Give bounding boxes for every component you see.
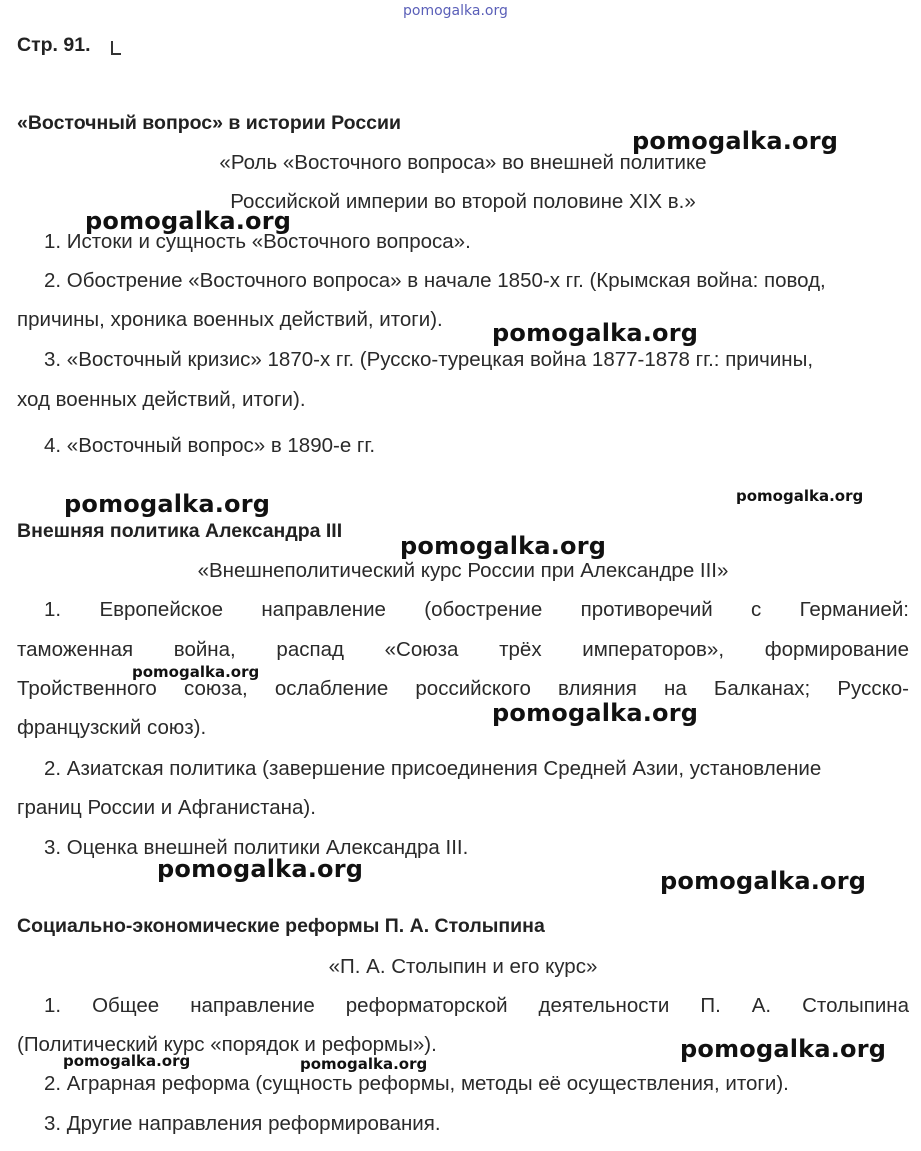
list-item: 4. «Восточный вопрос» в 1890-е гг. <box>44 434 376 457</box>
watermark: pomogalka.org <box>400 532 607 560</box>
watermark: pomogalka.org <box>64 490 271 518</box>
list-item-continuation: причины, хроника военных действий, итоги). <box>17 308 443 331</box>
watermark: pomogalka.org <box>492 319 699 347</box>
watermark: pomogalka.org <box>300 1055 428 1073</box>
watermark: pomogalka.org <box>85 207 292 235</box>
section-subtitle: «П. А. Столыпин и его курс» <box>328 955 598 978</box>
watermark: pomogalka.org <box>660 867 867 895</box>
section-subtitle-line-1: «Роль «Восточного вопроса» во внешней политике <box>219 151 707 174</box>
watermark: pomogalka.org <box>132 663 260 681</box>
watermark: pomogalka.org <box>680 1035 887 1063</box>
watermark-top: pomogalka.org <box>403 3 508 19</box>
section-subtitle-line-2: Российской империи во второй половине XIX в.» <box>230 190 696 213</box>
page-number: Стр. 91. <box>17 34 91 56</box>
list-item-continuation: таможенная война, распад «Союза трёх императоров», формирование <box>17 638 909 661</box>
list-item: 2. Аграрная реформа (сущность реформы, методы её осуществления, итоги). <box>44 1072 789 1095</box>
watermark: pomogalka.org <box>736 487 864 505</box>
section-subtitle: «Внешнеполитический курс России при Александре III» <box>197 559 729 582</box>
watermark: pomogalka.org <box>632 127 839 155</box>
watermark: pomogalka.org <box>157 855 364 883</box>
watermark: pomogalka.org <box>63 1052 191 1070</box>
list-item: 2. Обострение «Восточного вопроса» в начале 1850-х гг. (Крымская война: повод, <box>44 269 826 292</box>
list-item: 2. Азиатская политика (завершение присоединения Средней Азии, установление <box>44 757 822 780</box>
list-item: 3. Оценка внешней политики Александра III. <box>44 836 469 859</box>
section-heading-stolypin: Социально-экономические реформы П. А. Столыпина <box>17 915 545 937</box>
list-item: 1. Общее направление реформаторской деятельности П. А. Столыпина <box>44 994 909 1017</box>
page-mark-icon <box>111 41 121 55</box>
list-item: 1. Европейское направление (обострение противоречий с Германией: <box>44 598 909 621</box>
list-item-continuation: французский союз). <box>17 716 207 739</box>
watermark: pomogalka.org <box>492 699 699 727</box>
list-item: 3. «Восточный кризис» 1870-х гг. (Русско-турецкая война 1877-1878 гг.: причины, <box>44 348 814 371</box>
list-item-continuation: Тройственного союза, ослабление российского влияния на Балканах; Русско- <box>17 677 909 700</box>
list-item-continuation: ход военных действий, итоги). <box>17 388 306 411</box>
list-item: 3. Другие направления реформирования. <box>44 1112 441 1135</box>
list-item-continuation: (Политический курс «порядок и реформы»). <box>17 1033 437 1056</box>
section-heading-eastern-question: «Восточный вопрос» в истории России <box>17 112 401 134</box>
section-heading-alexander-iii: Внешняя политика Александра III <box>17 520 343 542</box>
list-item: 1. Истоки и сущность «Восточного вопроса». <box>44 230 471 253</box>
list-item-continuation: границ России и Афганистана). <box>17 796 316 819</box>
